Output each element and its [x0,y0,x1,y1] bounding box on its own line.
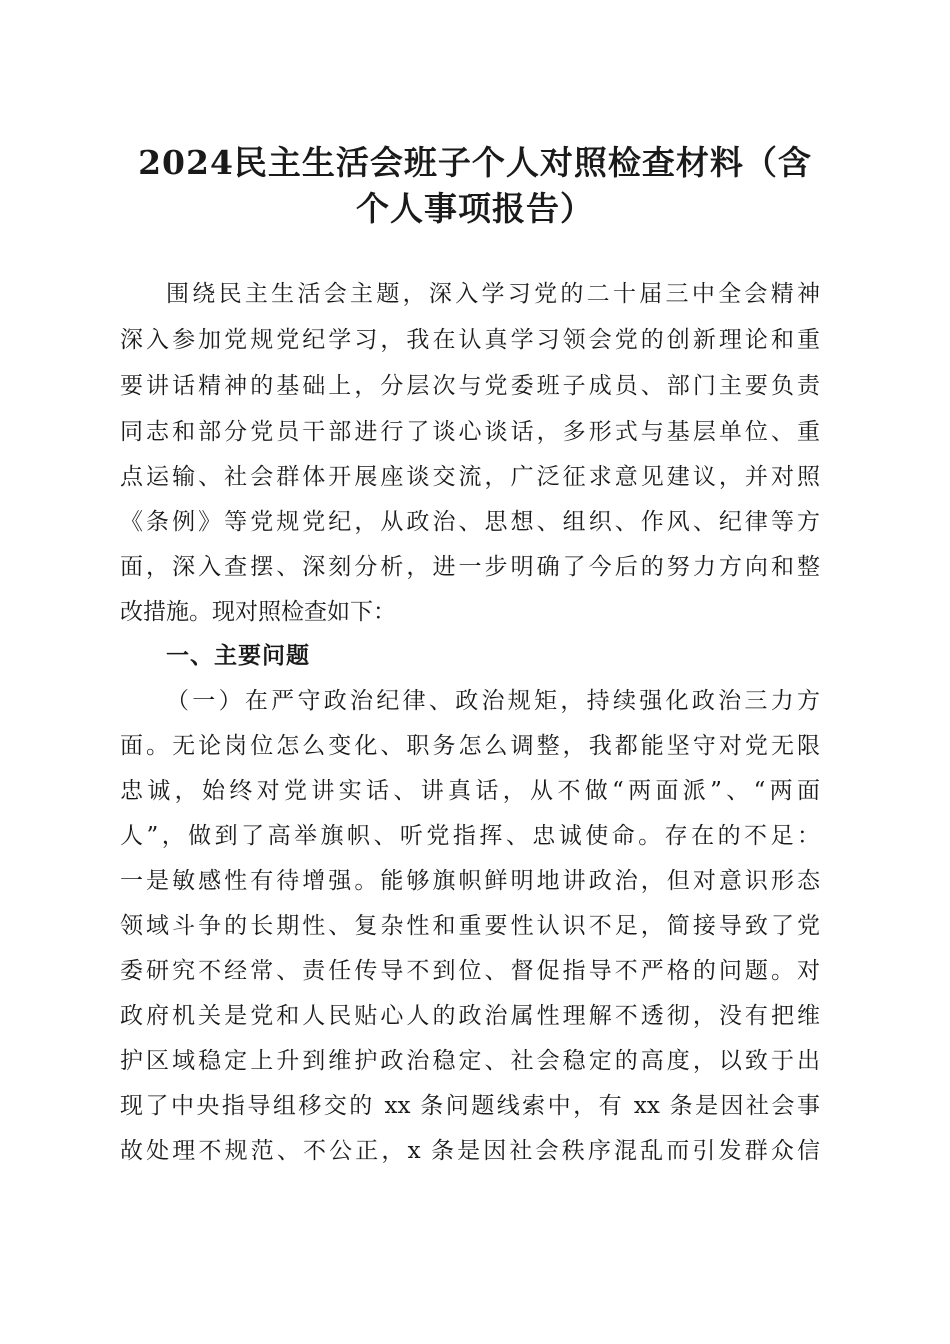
subsection-line: 忠诚，始终对党讲实话、讲真话，从不做“两面派”、“两面 [120,778,820,804]
document-title-line-2: 个人事项报告） [356,189,594,228]
subsection-line: 面。无论岗位怎么变化、职务怎么调整，我都能坚守对党无限 [120,733,820,759]
intro-line: 《条例》等党规党纪，从政治、思想、组织、作风、纪律等方 [120,509,820,535]
subsection-line: 政府机关是党和人民贴心人的政治属性理解不透彻，没有把维 [120,1003,820,1029]
section-heading: 一、主要问题 [166,643,310,669]
intro-line: 要讲话精神的基础上，分层次与党委班子成员、部门主要负责 [120,373,820,399]
subsection-line: （一）在严守政治纪律、政治规矩，持续强化政治三力方 [166,688,820,714]
subsection-line: 一是敏感性有待增强。能够旗帜鲜明地讲政治，但对意识形态 [120,868,820,894]
intro-line: 点运输、社会群体开展座谈交流，广泛征求意见建议，并对照 [120,464,820,490]
subsection-line: 领域斗争的长期性、复杂性和重要性认识不足，简接导致了党 [120,913,820,939]
intro-line: 深入参加党规党纪学习，我在认真学习领会党的创新理论和重 [120,327,820,353]
intro-line: 同志和部分党员干部进行了谈心谈话，多形式与基层单位、重 [120,419,820,445]
subsection-line: 人”，做到了高举旗帜、听党指挥、忠诚使命。存在的不足： [120,823,820,849]
subsection-line: 现了中央指导组移交的 xx 条问题线索中，有 xx 条是因社会事 [120,1093,820,1119]
document-title-line-1: 2024民主生活会班子个人对照检查材料（含 [138,143,812,182]
intro-line: 改措施。现对照检查如下： [120,599,396,625]
intro-line: 面，深入查摆、深刻分析，进一步明确了今后的努力方向和整 [120,554,820,580]
subsection-line: 故处理不规范、不公正，x 条是因社会秩序混乱而引发群众信 [120,1138,820,1164]
subsection-line: 委研究不经常、责任传导不到位、督促指导不严格的问题。对 [120,958,820,984]
intro-line: 围绕民主生活会主题，深入学习党的二十届三中全会精神 [166,281,820,307]
subsection-line: 护区域稳定上升到维护政治稳定、社会稳定的高度，以致于出 [120,1048,820,1074]
